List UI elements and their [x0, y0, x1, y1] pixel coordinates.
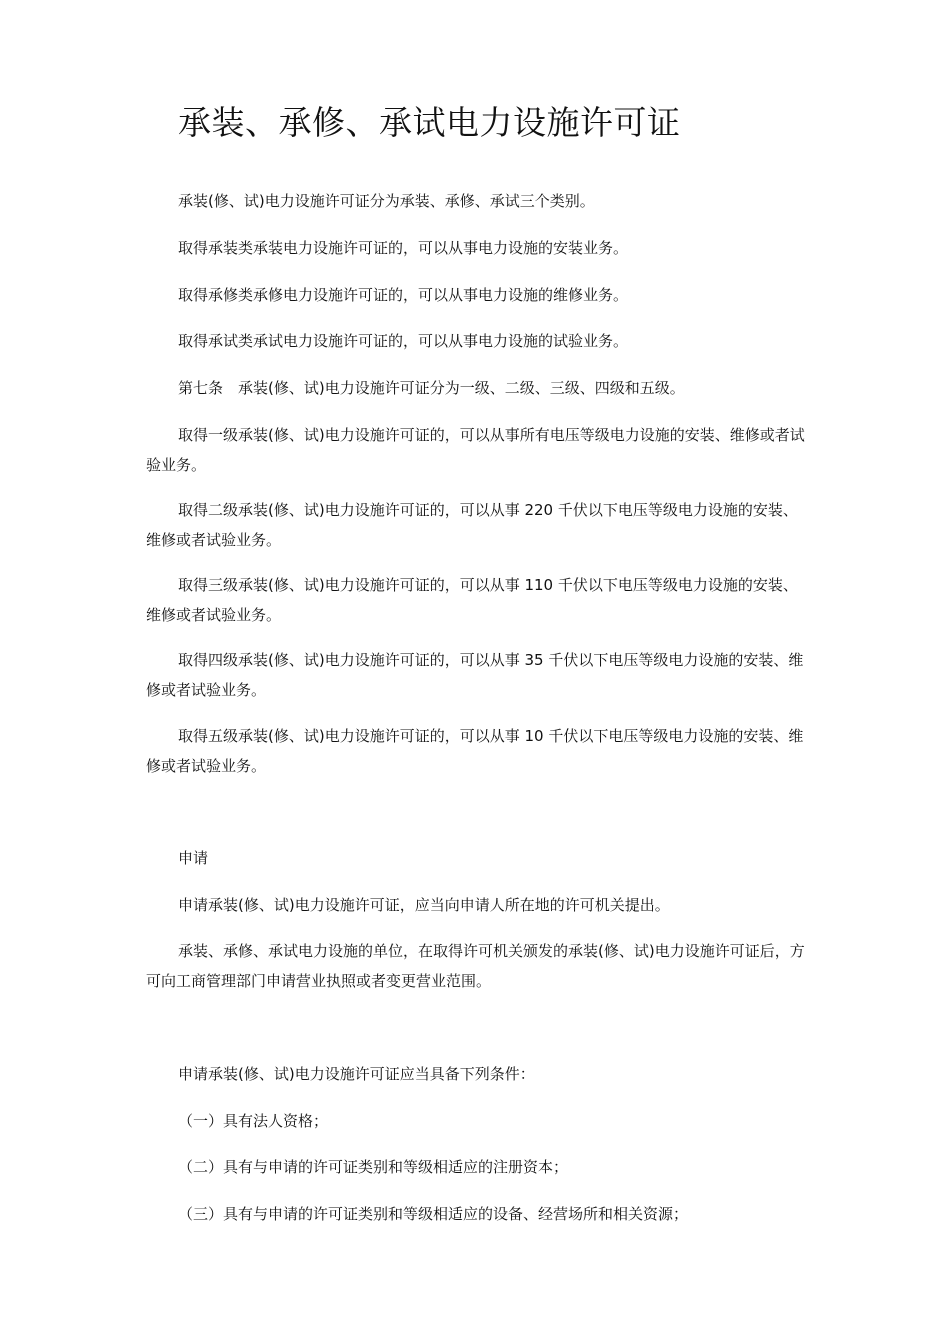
section-heading-apply: 申请 — [178, 849, 209, 867]
paragraph-article-7: 第七条 承装(修、试)电力设施许可证分为一级、二级、三级、四级和五级。 — [178, 379, 685, 397]
paragraph-level-1: 取得一级承装(修、试)电力设施许可证的，可以从事所有电压等级电力设施的安装、维修或者试验业务。 — [146, 426, 805, 474]
paragraph-categories: 承装(修、试)电力设施许可证分为承装、承修、承试三个类别。 — [178, 192, 595, 210]
paragraph-level-3: 取得三级承装(修、试)电力设施许可证的，可以从事 110 千伏以下电压等级电力设施的安装、维修或者试验业务。 — [146, 576, 798, 624]
paragraph-level-4: 取得四级承装(修、试)电力设施许可证的，可以从事 35 千伏以下电压等级电力设施的安装、维修或者试验业务。 — [146, 651, 804, 699]
paragraph-business-license: 承装、承修、承试电力设施的单位，在取得许可机关颁发的承装(修、试)电力设施许可证后，方可向工商管理部门申请营业执照或者变更营业范围。 — [146, 942, 805, 990]
paragraph-install: 取得承装类承装电力设施许可证的，可以从事电力设施的安装业务。 — [178, 239, 629, 257]
paragraph-repair: 取得承修类承修电力设施许可证的，可以从事电力设施的维修业务。 — [178, 286, 629, 304]
paragraph-test: 取得承试类承试电力设施许可证的，可以从事电力设施的试验业务。 — [178, 332, 629, 350]
paragraph-level-5: 取得五级承装(修、试)电力设施许可证的，可以从事 10 千伏以下电压等级电力设施的安装、维修或者试验业务。 — [146, 727, 804, 775]
paragraph-conditions: 申请承装(修、试)电力设施许可证应当具备下列条件： — [178, 1065, 535, 1083]
condition-item-1: （一）具有法人资格； — [178, 1112, 329, 1130]
paragraph-level-2: 取得二级承装(修、试)电力设施许可证的，可以从事 220 千伏以下电压等级电力设施的安装、维修或者试验业务。 — [146, 501, 798, 549]
condition-item-3: （三）具有与申请的许可证类别和等级相适应的设备、经营场所和相关资源； — [178, 1205, 689, 1223]
condition-item-2: （二）具有与申请的许可证类别和等级相适应的注册资本； — [178, 1158, 569, 1176]
document-title: 承装、承修、承试电力设施许可证 — [178, 103, 681, 142]
paragraph-apply-authority: 申请承装(修、试)电力设施许可证，应当向申请人所在地的许可机关提出。 — [178, 896, 670, 914]
